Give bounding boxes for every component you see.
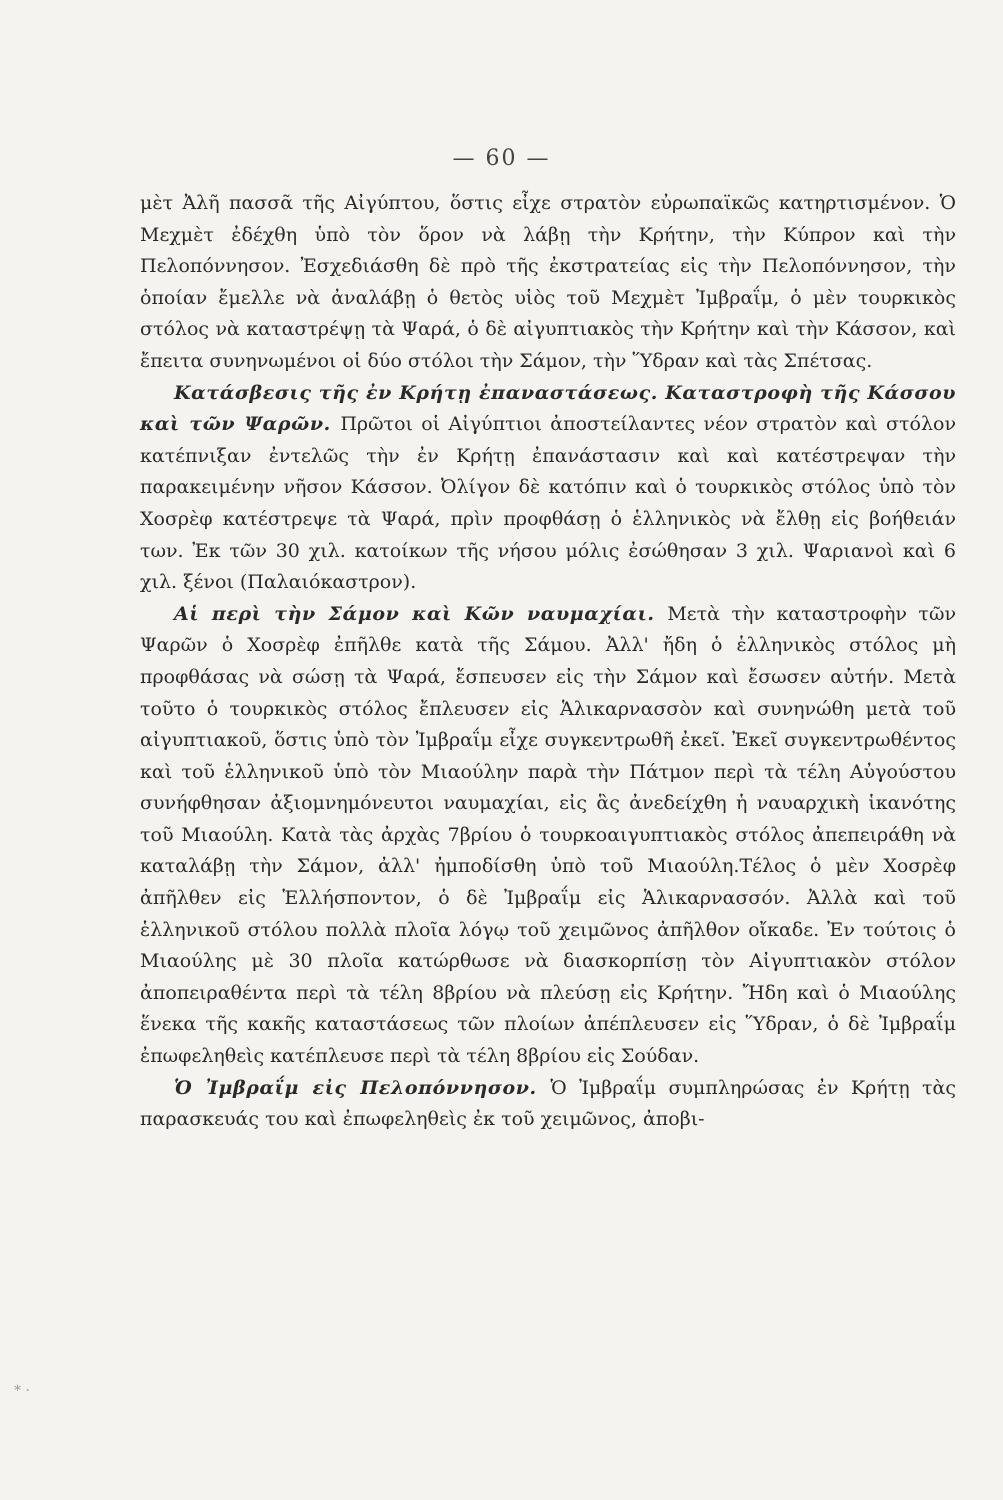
section-heading: Κατάσβεσις τῆς ἐν Κρήτῃ ἐπαναστάσεως. Καταστροφὴ τῆς Κάσσου καὶ τῶν Ψαρῶν. (140, 381, 956, 436)
paragraph-text: Ὁ Ἰμβραΐμ συμπληρώσας ἐν Κρήτῃ τὰς παρασκευάς του καὶ ἐπωφεληθεὶς ἐκ τοῦ χειμῶνος, ἀποβι- (140, 1076, 956, 1131)
paragraph-text: μὲτ Ἀλῆ πασσᾶ τῆς Αἰγύπτου, ὅστις εἶχε στρατὸν εὐρωπαϊκῶς κατηρτισμένον. Ὁ Μεχμὲτ ἐδέχθη ὑπὸ τὸν ὅρον νὰ λάβῃ τὴν Κρήτην, τὴν Κύπρον καὶ τὴν Πελοπόννησον. Ἐσχεδιάσθη δὲ πρὸ τῆς ἐκστρατείας εἰς τὴν Πελοπόννησον, τὴν ὁποίαν ἔμελλε νὰ ἀναλάβῃ ὁ θετὸς υἱὸς τοῦ Μεχμὲτ Ἰμβραΐμ, ὁ μὲν τουρκικὸς στόλος νὰ καταστρέψῃ τὰ Ψαρά, ὁ δὲ αἰγυπτιακὸς τὴν Κρήτην καὶ τὴν Κάσσον, καὶ ἔπειτα συνηνωμένοι οἱ δύο στόλοι τὴν Σάμον, τὴν Ὕδραν καὶ τὰς Σπέτσας. (140, 192, 956, 372)
paragraph (140, 1073, 956, 1136)
body-text (140, 188, 956, 1136)
section-heading: Αἱ περὶ τὴν Σάμον καὶ Κῶν ναυμαχίαι. (174, 602, 668, 625)
page-number: — 60 — (452, 146, 551, 171)
paragraph-text: Πρῶτοι οἱ Αἰγύπτιοι ἀποστείλαντες νέον στρατὸν καὶ στόλον κατέπνιξαν ἐντελῶς τὴν ἐν Κρήτῃ ἐπανάστασιν καὶ καὶ κατέστρεψαν τὴν παρακειμένην νῆσον Κάσσον. Ὀλίγον δὲ κατόπιν καὶ ὁ τουρκικὸς στόλος ὑπὸ τὸν Χοσρὲφ κατέστρεψε τὰ Ψαρά, πρὶν προφθάσῃ ὁ ἑλληνικὸς νὰ ἔλθῃ εἰς βοήθειάν των. Ἐκ τῶν 30 χιλ. κατοίκων τῆς νήσου μόλις ἐσώθησαν 3 χιλ. Ψαριανοὶ καὶ 6 χιλ. ξένοι (Παλαιόκαστρον). (140, 413, 956, 594)
margin-mark: * · (14, 1383, 30, 1399)
paragraph (140, 378, 956, 599)
paragraph (140, 599, 956, 1073)
section-heading: Ὁ Ἰμβραΐμ εἰς Πελοπόννησον. (174, 1076, 551, 1099)
paragraph-text: Μετὰ τὴν καταστροφὴν τῶν Ψαρῶν ὁ Χοσρὲφ ἐπῆλθε κατὰ τῆς Σάμου. Ἀλλ' ἤδη ὁ ἑλληνικὸς στόλος μὴ προφθάσας νὰ σώσῃ τὰ Ψαρά, ἔσπευσεν εἰς τὴν Σάμον καὶ ἔσωσεν αὐτήν. Μετὰ τοῦτο ὁ τουρκικὸς στόλος ἔπλευσεν εἰς Ἁλικαρνασσὸν καὶ συνηνώθη μετὰ τοῦ αἰγυπτιακοῦ, ὅστις ὑπὸ τὸν Ἰμβραΐμ εἶχε συγκεντρωθῆ ἐκεῖ. Ἐκεῖ συγκεντρωθέντος καὶ τοῦ ἑλληνικοῦ ὑπὸ τὸν Μιαούλην παρὰ τὴν Πάτμον περὶ τὰ τέλη Αὐγούστου συνήφθησαν ἀξιομνημόνευτοι ναυμαχίαι, εἰς ἃς ἀνεδείχθη ἡ ναυαρχικὴ ἱκανότης τοῦ Μιαούλη. Κατὰ τὰς ἀρχὰς 7βρίου ὁ τουρκοαιγυπτιακὸς στόλος ἀπεπειράθη νὰ καταλάβῃ τὴν Σάμον, ἀλλ' ἠμποδίσθη ὑπὸ τοῦ Μιαούλη.Τέλος ὁ μὲν Χοσρὲφ ἀπῆλθεν εἰς Ἑλλήσποντον, ὁ δὲ Ἰμβραΐμ εἰς Ἁλικαρνασσόν. Ἀλλὰ καὶ τοῦ ἑλληνικοῦ στόλου πολλὰ πλοῖα λόγῳ τοῦ χειμῶνος ἀπῆλθον οἴκαδε. Ἐν τούτοις ὁ Μιαούλης μὲ 30 πλοῖα κατώρθωσε νὰ διασκορπίσῃ τὸν Αἰγυπτιακὸν στόλον ἀποπειραθέντα περὶ τὰ τέλη 8βρίου νὰ πλεύσῃ εἰς Κρήτην. Ἤδη καὶ ὁ Μιαούλης ἕνεκα τῆς κακῆς καταστάσεως τῶν πλοίων ἀπέπλευσεν εἰς Ὕδραν, ὁ δὲ Ἰμβραΐμ ἐπωφεληθεὶς κατέπλευσε περὶ τὰ τέλη 8βρίου εἰς Σούδαν. (140, 602, 956, 1068)
paragraph (140, 188, 956, 378)
